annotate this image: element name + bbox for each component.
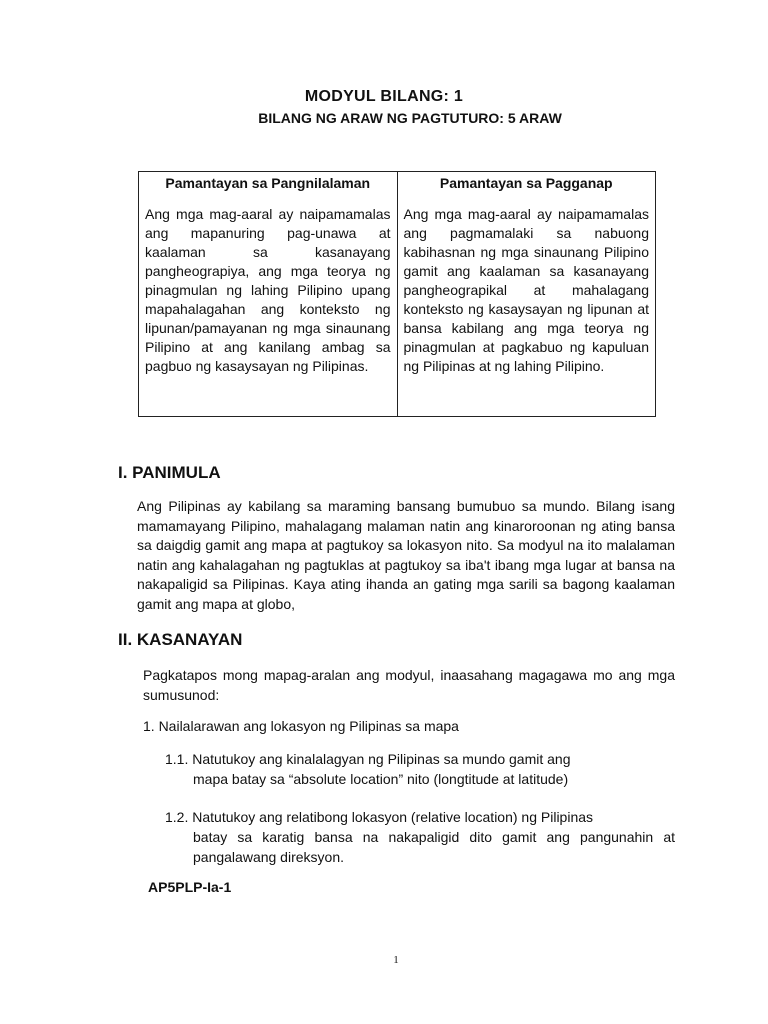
panimula-heading: I. PANIMULA bbox=[118, 463, 221, 482]
kasanayan-intro: Pagkatapos mong mapag-aralan ang modyul, inaasahang magagawa mo ang mga sumusunod: bbox=[143, 667, 675, 703]
kasanayan-heading: II. KASANAYAN bbox=[118, 630, 243, 649]
module-title: MODYUL BILANG: 1 bbox=[304, 88, 464, 105]
competency-code: AP5PLP-Ia-1 bbox=[148, 879, 232, 895]
page-number: 1 bbox=[393, 954, 399, 966]
panimula-body: Ang Pilipinas ay kabilang sa maraming bansang bumubuo sa mundo. Bilang isang mamamayang Pilipino, mahalagang malaman natin ang kinaroroonan ng ating bansa sa daigdig gamit ang mapa at pagtukoy sa lokasyon nito. Sa modyul na ito malalaman natin ang kahalagahan ng pagtuklas at pagtukoy sa iba't ibang mga lugar at bansa na nakapaligid sa Pilipinas. Kaya ating ihanda an gating mga sarili sa bagong kaalaman gamit ang mapa at globo, bbox=[137, 498, 675, 612]
skill-item-1: 1. Nailalarawan ang lokasyon ng Pilipinas sa mapa bbox=[143, 718, 459, 734]
skill-item-1-2-rest: batay sa karatig bansa na nakapaligid dito gamit ang pangunahin at pangalawang direksyon. bbox=[193, 829, 675, 865]
skill-item-1-2-line1: 1.2. Natutukoy ang relatibong lokasyon (relative location) ng Pilipinas bbox=[165, 809, 594, 825]
module-subtitle: BILANG NG ARAW NG PAGTUTURO: 5 ARAW bbox=[258, 110, 562, 126]
skill-item-1-1-line2: mapa batay sa “absolute location” nito (longtitude at latitude) bbox=[193, 771, 569, 787]
content-standard-text: Ang mga mag-aaral ay naipamamalas ang mapanuring pag-unawa at kaalaman sa kasanayang pangheograpiya, ang mga teorya ng pinagmulan ng lahing Pilipino upang mapahalagahan ang konteksto ng lipunan/pamayanan ng mga sinaunang Pilipino at ang kanilang ambag sa pagbuo ng kasaysayan ng Pilipinas. bbox=[139, 199, 398, 416]
performance-standard-header: Pamantayan sa Pagganap bbox=[397, 172, 656, 200]
content-standard-header: Pamantayan sa Pangnilalaman bbox=[139, 172, 398, 200]
standards-table bbox=[138, 171, 656, 417]
skill-item-1-1-line1: 1.1. Natutukoy ang kinalalagyan ng Pilipinas sa mundo gamit ang bbox=[165, 751, 571, 767]
performance-standard-text: Ang mga mag-aaral ay naipamamalas ang pagmamalaki sa nabuong kabihasnan ng mga sinaunang Pilipino gamit ang kaalaman sa kasanayang pangheograpikal at mahalagang konteksto ng kasaysayan ng lipunan at bansa kabilang ang mga teorya ng pinagmulan at pagkabuo ng kapuluan ng Pilipinas at ng lahing Pilipino. bbox=[397, 199, 656, 416]
